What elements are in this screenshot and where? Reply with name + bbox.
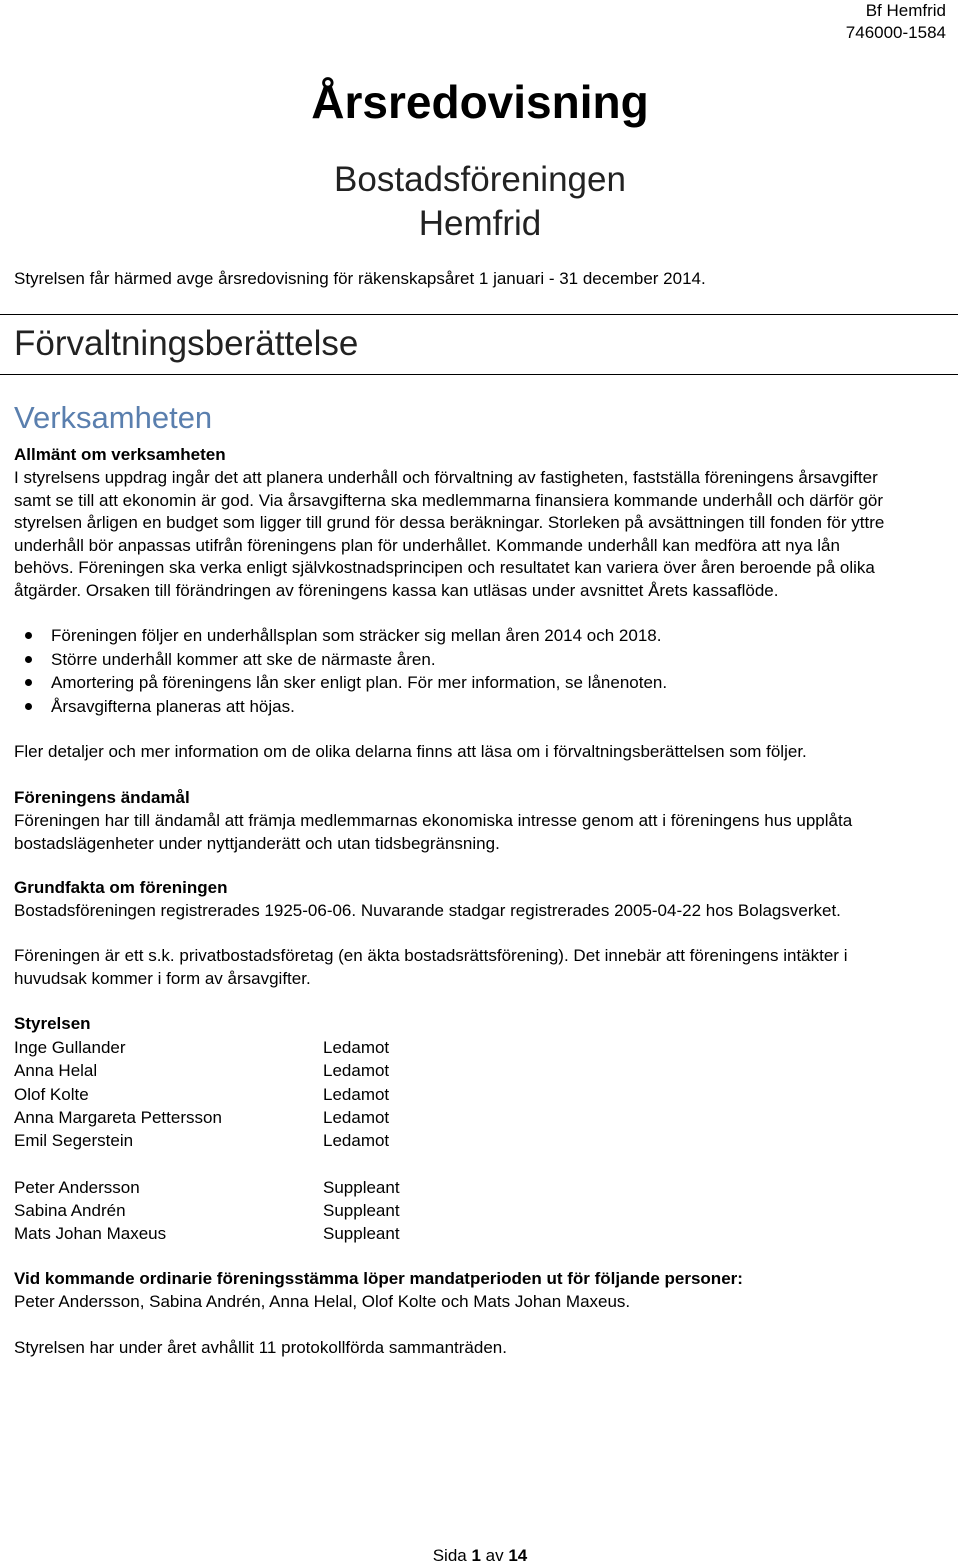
paragraph-line: behövs. Föreningen ska verka enligt självkostnadsprincipen och resultatet kan variera över åren beroende på olika	[14, 558, 875, 577]
spacer	[14, 1152, 400, 1175]
deputy-name: Sabina Andrén	[14, 1201, 126, 1221]
org-name-line-2: Hemfrid	[418, 204, 542, 243]
page-total: 14	[508, 1546, 528, 1565]
board-heading: Styrelsen	[14, 1014, 91, 1033]
sub-heading: Verksamheten	[14, 400, 213, 435]
deputy-name: Peter Andersson	[14, 1177, 140, 1197]
paragraph-line: styrelsen årligen en budget som ligger till grund för dessa beräkningar. Storleken på avsättningen till fonden för yttre	[14, 513, 885, 532]
list-item	[14, 624, 667, 648]
list-item-text: Årsavgifterna planeras att höjas.	[51, 696, 295, 716]
member-role: Ledamot	[323, 1107, 390, 1127]
document-header	[846, 0, 946, 44]
deputy-role: Suppleant	[323, 1224, 400, 1244]
member-name: Emil Segerstein	[14, 1131, 134, 1151]
org-number: 746000-1584	[845, 23, 946, 42]
member-name: Anna Margareta Pettersson	[14, 1107, 222, 1127]
board-deputy-row	[14, 1176, 400, 1199]
member-role: Ledamot	[323, 1084, 390, 1104]
deputy-name: Mats Johan Maxeus	[14, 1224, 167, 1244]
bullet-icon	[25, 656, 32, 663]
details-text: Fler detaljer och mer information om de olika delarna finns att läsa om i förvaltningsberättelsen som följer.	[14, 742, 807, 761]
member-name: Olof Kolte	[14, 1084, 89, 1104]
paragraph-line: huvudsak kommer i form av årsavgifter.	[14, 968, 311, 988]
term-names: Peter Andersson, Sabina Andrén, Anna Helal, Olof Kolte och Mats Johan Maxeus.	[14, 1292, 631, 1311]
org-name-line-1: Bostadsföreningen	[334, 160, 626, 199]
org-short-name: Bf Hemfrid	[865, 1, 946, 20]
registration-text: Bostadsföreningen registrerades 1925-06-06. Nuvarande stadgar registrerades 2005-04-22 hos Bolagsverket.	[14, 901, 841, 920]
general-heading: Allmänt om verksamheten	[14, 445, 226, 464]
bullet-icon	[25, 703, 32, 710]
intro-text: Styrelsen får härmed avge årsredovisning för räkenskapsåret 1 januari - 31 december 2014.	[14, 269, 706, 288]
paragraph-line: Föreningen har till ändamål att främja medlemmarnas ekonomiska intresse genom att i föreningens hus upplåta	[14, 811, 853, 830]
board-member-row	[14, 1106, 400, 1129]
board-list	[14, 1036, 400, 1246]
document-title: Årsredovisning	[311, 76, 649, 128]
paragraph-line: underhåll bör anpassas utifrån föreningens plan för underhållet. Kommande underhåll kan medföra att nya lån	[14, 535, 840, 555]
purpose-paragraph	[14, 810, 944, 855]
divider-top	[0, 314, 958, 315]
paragraph-line: Föreningen är ett s.k. privatbostadsföretag (en äkta bostadsrättsförening). Det innebär att föreningens intäkter i	[14, 946, 848, 965]
paragraph-line: bostadslägenheter under nyttjanderätt och utan tidsbegränsning.	[14, 833, 500, 853]
list-item	[14, 648, 667, 672]
member-name: Inge Gullander	[14, 1038, 126, 1057]
list-item-text: Amortering på föreningens lån sker enligt plan. För mer information, se lånenoten.	[51, 673, 668, 692]
paragraph-line: samt se till att ekonomin är god. Via årsavgifterna ska medlemmarna finansiera kommande underhåll och därför gör	[14, 490, 884, 510]
outlook-bullet-list	[14, 624, 667, 718]
organization-name	[0, 158, 960, 246]
paragraph-line: åtgärder. Orsaken till förändringen av föreningens kassa kan utläsas under avsnittet Årets kassaflöde.	[14, 580, 779, 600]
deputy-role: Suppleant	[323, 1201, 400, 1221]
paragraph-line: I styrelsens uppdrag ingår det att planera underhåll och förvaltning av fastigheten, fastställa föreningens årsavgifter	[14, 468, 878, 487]
purpose-heading: Föreningens ändamål	[14, 788, 190, 807]
board-member-row	[14, 1036, 400, 1059]
board-member-row	[14, 1083, 400, 1106]
member-role: Ledamot	[323, 1038, 390, 1057]
company-type-paragraph	[14, 945, 944, 990]
section-heading: Förvaltningsberättelse	[14, 324, 359, 363]
board-member-row	[14, 1059, 400, 1082]
list-item-text: Föreningen följer en underhållsplan som sträcker sig mellan åren 2014 och 2018.	[51, 626, 662, 645]
list-item	[14, 671, 667, 695]
bullet-icon	[25, 632, 32, 639]
member-name: Anna Helal	[14, 1061, 98, 1081]
list-item	[14, 695, 667, 719]
board-deputy-row	[14, 1222, 400, 1245]
general-paragraph	[14, 467, 944, 602]
board-deputy-row	[14, 1199, 400, 1222]
board-member-row	[14, 1129, 400, 1152]
term-heading: Vid kommande ordinarie föreningsstämma löper mandatperioden ut för följande personer:	[14, 1269, 743, 1288]
meetings-text: Styrelsen har under året avhållit 11 protokollförda sammanträden.	[14, 1338, 507, 1357]
facts-heading: Grundfakta om föreningen	[14, 878, 228, 897]
divider-bottom	[0, 374, 958, 375]
member-role: Ledamot	[323, 1061, 390, 1081]
page-label: Sida	[432, 1546, 472, 1565]
page-footer	[0, 1545, 960, 1567]
list-item-text: Större underhåll kommer att ske de närmaste åren.	[51, 649, 436, 669]
page-separator: av	[480, 1546, 509, 1565]
bullet-icon	[25, 679, 32, 686]
deputy-role: Suppleant	[323, 1177, 400, 1197]
page-number: 1	[471, 1546, 481, 1565]
member-role: Ledamot	[323, 1131, 390, 1151]
